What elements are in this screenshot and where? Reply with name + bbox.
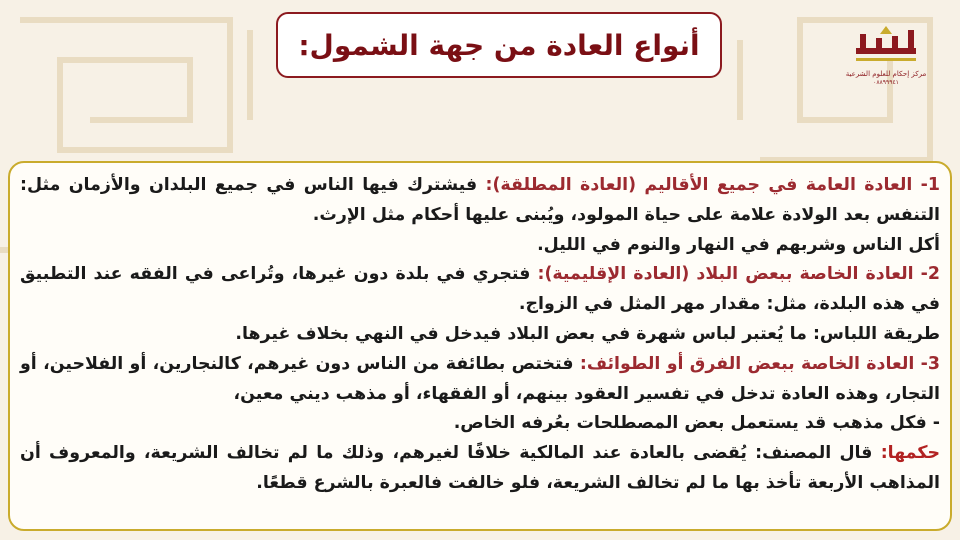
paragraph-3 bbox=[20, 350, 940, 410]
logo-code: ٠٨٨٩٩٩٤١ bbox=[873, 79, 899, 86]
paragraph-1-example: أكل الناس وشربهم في النهار والنوم في الليل. bbox=[537, 234, 940, 255]
page-title: أنواع العادة من جهة الشمول: bbox=[298, 28, 700, 62]
ruling-text: قال المصنف: يُقضى بالعادة عند المالكية خلافًا لغيرهم، وذلك ما لم تخالف الشريعة، والمعروف أن المذاهب الأربعة تأخذ بها ما لم تخالف الشريعة، فلو خالفت فالعبرة بالشرع قطعًا. bbox=[20, 443, 940, 493]
paragraph-3-example: - فكل مذهب قد يستعمل بعض المصطلحات بعُرفه الخاص. bbox=[453, 413, 940, 434]
paragraph-3-label: 3- العادة الخاصة ببعض الفرق أو الطوائف: bbox=[579, 353, 940, 374]
paragraph-1-label: 1- العادة العامة في جميع الأقاليم (العادة المطلقة): bbox=[485, 175, 941, 195]
logo bbox=[838, 24, 934, 96]
paragraph-2-text: فتجري في بلدة دون غيرها، وتُراعى في الفقه عند التطبيق في هذه البلدة، مثل: مقدار مهر المثل في الزواج. bbox=[20, 264, 940, 315]
content-box bbox=[8, 161, 952, 531]
paragraph-2-example: طريقة اللباس: ما يُعتبر لباس شهرة في بعض البلاد فيدخل في النهي بخلاف غيرها. bbox=[235, 323, 940, 344]
logo-subtitle: مركز إحكام للعلوم الشرعية bbox=[845, 70, 927, 78]
ruling-paragraph bbox=[20, 439, 940, 499]
paragraph-1-text: فيشترك فيها الناس في جميع البلدان والأزمان مثل: التنفس بعد الولادة علامة على حياة المولود، ويُبنى عليها أحكام مثل الإرث. bbox=[20, 175, 940, 225]
title-box bbox=[276, 12, 722, 78]
paragraph-2 bbox=[20, 260, 940, 320]
ruling-label: حكمها: bbox=[880, 443, 940, 464]
paragraph-2-label: 2- العادة الخاصة ببعض البلاد (العادة الإقليمية): bbox=[537, 264, 940, 285]
paragraph-3-text: فتختص بطائفة من الناس دون غيرهم، كالنجارين، أو الفلاحين، أو التجار، وهذه العادة تدخل في تفسير العقود بينهم، أو الفقهاء، أو مذهب ديني معين، bbox=[20, 353, 940, 404]
paragraph-1 bbox=[20, 171, 940, 231]
logo-mark-icon bbox=[846, 24, 926, 68]
